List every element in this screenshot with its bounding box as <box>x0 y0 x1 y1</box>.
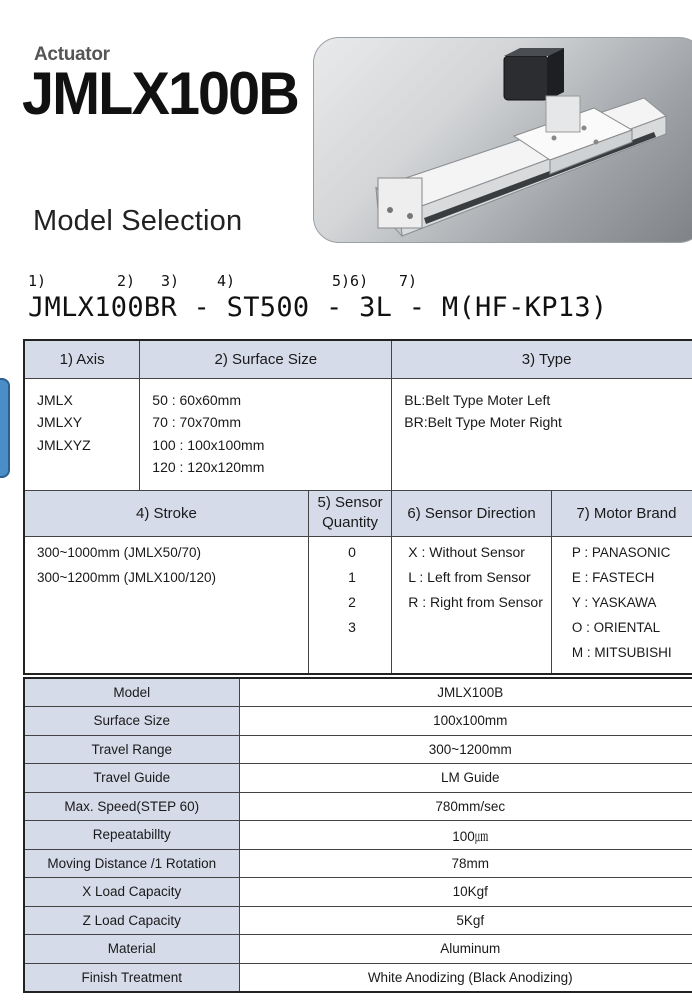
spec-value: JMLX100B <box>239 678 692 707</box>
product-category: Actuator <box>34 44 110 65</box>
header-stroke: 4) Stroke <box>24 490 308 536</box>
table-row <box>24 906 692 935</box>
list-item: P : PANASONIC <box>571 544 671 560</box>
table-row <box>24 935 692 964</box>
marker-axis: 1) <box>28 272 47 290</box>
model-code-markers <box>0 272 692 292</box>
list-item: Y : YASKAWA <box>571 594 657 610</box>
table-row <box>24 792 692 821</box>
list-item: 120 : 120x120mm <box>152 459 265 475</box>
side-tab <box>0 378 10 478</box>
spec-label: Z Load Capacity <box>24 906 239 935</box>
list-item: 1 <box>348 568 356 585</box>
list-item: E : FASTECH <box>571 569 655 585</box>
table-row <box>24 678 692 707</box>
table-row <box>24 764 692 793</box>
list-item: 2 <box>348 593 356 610</box>
section-heading: Model Selection <box>33 205 243 237</box>
spec-label: Material <box>24 935 239 964</box>
product-photo <box>313 37 692 243</box>
list-item: BL:Belt Type Moter Left <box>404 391 551 408</box>
spec-value: 100㎛ <box>239 821 692 850</box>
spec-label: Surface Size <box>24 707 239 736</box>
table-row <box>24 878 692 907</box>
header-sensor-direction: 6) Sensor Direction <box>392 490 552 536</box>
spec-label: X Load Capacity <box>24 878 239 907</box>
marker-sensor: 5)6) <box>332 272 369 290</box>
table-row <box>24 821 692 850</box>
marker-motor-brand: 7) <box>399 272 418 290</box>
table-row <box>24 849 692 878</box>
list-item: X : Without Sensor <box>408 543 525 560</box>
list-item: 3 <box>348 618 356 635</box>
list-item: BR:Belt Type Moter Right <box>404 414 562 430</box>
spec-label: Moving Distance /1 Rotation <box>24 849 239 878</box>
product-title: JMLX100B <box>22 60 298 127</box>
header-motor-brand: 7) Motor Brand <box>551 490 692 536</box>
spec-value: 10Kgf <box>239 878 692 907</box>
list-item: 50 : 60x60mm <box>152 391 241 408</box>
table-row <box>24 735 692 764</box>
actuator-illustration <box>314 38 692 243</box>
list-item: 100 : 100x100mm <box>152 436 265 453</box>
header-type: 3) Type <box>392 340 692 378</box>
list-item: R : Right from Sensor <box>408 593 543 610</box>
list-item: JMLXY <box>37 414 83 430</box>
sensor-direction-options <box>392 536 552 674</box>
spec-label: Model <box>24 678 239 707</box>
spec-value: 78mm <box>239 849 692 878</box>
marker-stroke: 4) <box>217 272 236 290</box>
spec-value: 100x100mm <box>239 707 692 736</box>
spec-value: 300~1200mm <box>239 735 692 764</box>
list-item: JMLXYZ <box>37 436 91 453</box>
sensor-quantity-options <box>308 536 391 674</box>
table-row <box>24 963 692 992</box>
list-item: 70 : 70x70mm <box>152 414 241 430</box>
specification-table <box>23 677 692 993</box>
header-sensor-quantity: 5) Sensor Quantity <box>308 490 391 536</box>
spec-rows <box>24 678 692 992</box>
spec-label: Repeatabillty <box>24 821 239 850</box>
spec-value: 780mm/sec <box>239 792 692 821</box>
header-axis: 1) Axis <box>24 340 140 378</box>
type-options <box>392 378 692 490</box>
spec-value: LM Guide <box>239 764 692 793</box>
table-row <box>24 707 692 736</box>
list-item: M : MITSUBISHI <box>571 644 672 660</box>
marker-type: 3) <box>161 272 180 290</box>
list-item: 0 <box>348 543 356 560</box>
surface-size-options <box>140 378 392 490</box>
model-code: JMLX100BR - ST500 - 3L - M(HF-KP13) <box>28 292 608 323</box>
spec-value: Aluminum <box>239 935 692 964</box>
list-item: JMLX <box>37 391 73 408</box>
header-surface-size: 2) Surface Size <box>140 340 392 378</box>
stroke-options <box>24 536 308 674</box>
spec-label: Travel Range <box>24 735 239 764</box>
spec-label: Finish Treatment <box>24 963 239 992</box>
marker-surface-size: 2) <box>117 272 136 290</box>
list-item: O : ORIENTAL <box>571 619 661 635</box>
spec-label: Travel Guide <box>24 764 239 793</box>
spec-value: White Anodizing (Black Anodizing) <box>239 963 692 992</box>
list-item: L : Left from Sensor <box>408 568 531 585</box>
list-item: 300~1000mm (JMLX50/70) <box>37 544 201 560</box>
spec-label: Max. Speed(STEP 60) <box>24 792 239 821</box>
spec-value: 5Kgf <box>239 906 692 935</box>
motor-brand-options <box>551 536 692 674</box>
model-selection-table <box>23 339 692 675</box>
axis-options <box>24 378 140 490</box>
list-item: 300~1200mm (JMLX100/120) <box>37 569 216 585</box>
